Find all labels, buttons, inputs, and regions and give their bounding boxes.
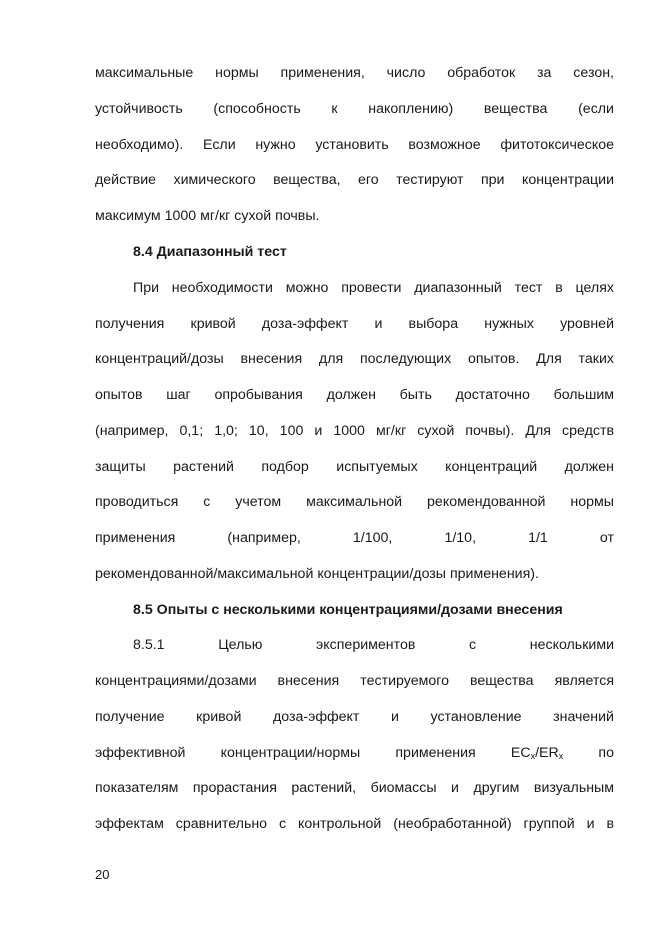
text-line: устойчивость (способность к накоплению) вещества (если: [95, 101, 614, 117]
text-line: (например, 0,1; 1,0; 10, 100 и 1000 мг/кг сухой почвы). Для средств: [95, 423, 614, 439]
text-segment: по: [563, 745, 614, 761]
section-heading-8-5: 8.5 Опыты с несколькими концентрациями/дозами внесения: [133, 602, 563, 618]
text-line: 8.5.1 Целью экспериментов с несколькими: [133, 637, 614, 653]
text-segment: эффективной концентрации/нормы применения EC: [95, 745, 531, 761]
text-line: максимальные нормы применения, число обработок за сезон,: [95, 65, 614, 81]
text-line: максимум 1000 мг/кг сухой почвы.: [95, 208, 320, 224]
text-line: При необходимости можно провести диапазонный тест в целях: [133, 280, 614, 296]
text-line-ec: [95, 744, 614, 762]
text-line: показателям прорастания растений, биомассы и другим визуальным: [95, 780, 614, 796]
text-line: концентрациями/дозами внесения тестируемого вещества является: [95, 673, 614, 689]
text-line: эффектам сравнительно с контрольной (необработанной) группой и в: [95, 816, 614, 832]
text-line: проводиться с учетом максимальной рекомендованной нормы: [95, 494, 614, 510]
text-line: применения (например, 1/100, 1/10, 1/1 от: [95, 530, 614, 546]
text-line: получение кривой доза-эффект и установление значений: [95, 709, 614, 725]
text-line: необходимо). Если нужно установить возможное фитотоксическое: [95, 137, 614, 153]
text-line: получения кривой доза-эффект и выбора нужных уровней: [95, 316, 614, 332]
subscript: x: [530, 751, 536, 761]
text-line: концентраций/дозы внесения для последующих опытов. Для таких: [95, 351, 614, 367]
text-line: защиты растений подбор испытуемых концентраций должен: [95, 459, 614, 475]
text-line: рекомендованной/максимальной концентрации/дозы применения).: [95, 566, 539, 582]
text-line: действие химического вещества, его тестируют при концентрации: [95, 172, 614, 188]
text-segment: /ER: [535, 745, 559, 761]
subscript: x: [558, 751, 564, 761]
page-number: 20: [95, 867, 110, 882]
section-heading-8-4: 8.4 Диапазонный тест: [133, 244, 287, 260]
text-line: опытов шаг опробывания должен быть достаточно большим: [95, 387, 614, 403]
